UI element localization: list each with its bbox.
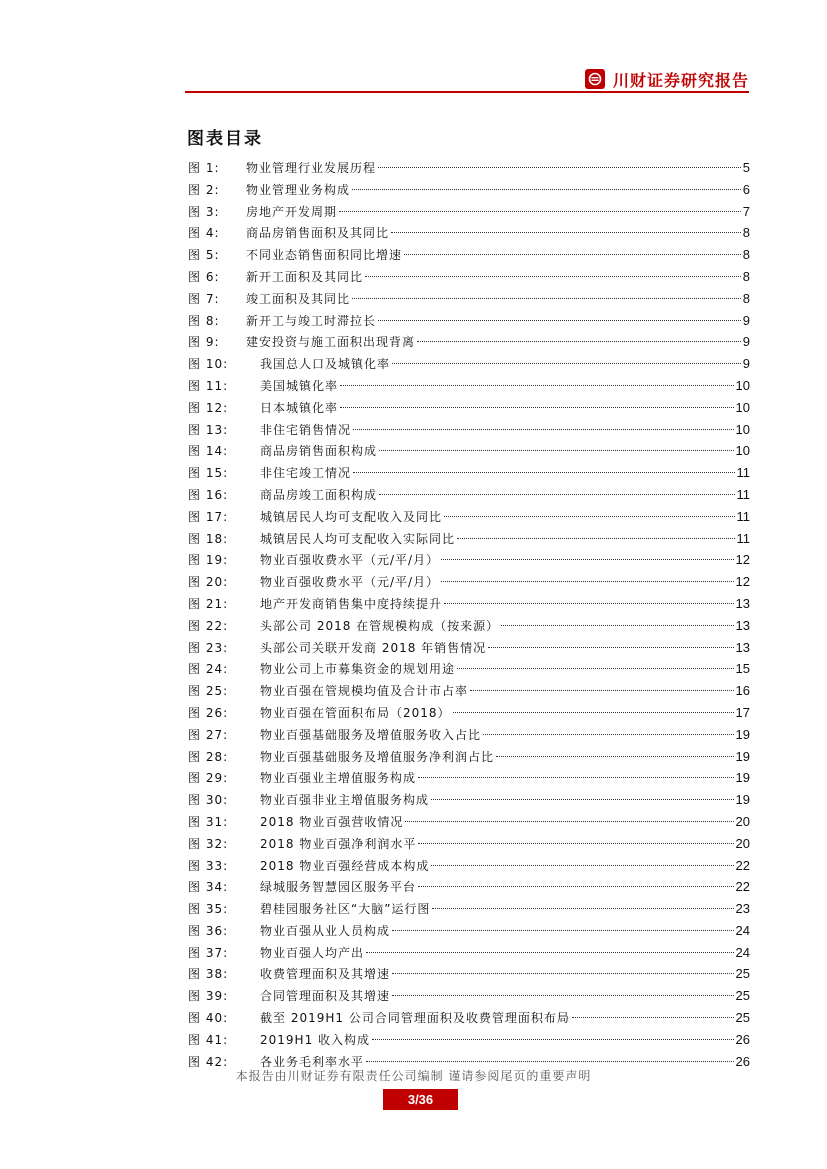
toc-entry-label: 图 8:	[188, 313, 220, 328]
toc-dot-leader	[391, 232, 741, 233]
toc-entry-page: 24	[735, 944, 750, 960]
toc-entry-label: 图 7:	[188, 291, 220, 306]
toc-entry[interactable]	[188, 920, 750, 942]
toc-entry-page: 25	[735, 988, 750, 1004]
toc-entry-page: 20	[735, 835, 750, 851]
toc-dot-leader	[496, 756, 734, 757]
toc-entry-label: 图 25:	[188, 684, 229, 699]
toc-dot-leader	[392, 973, 734, 974]
footer-disclaimer: 本报告由川财证券有限责任公司编制 谨请参阅尾页的重要声明	[235, 1069, 592, 1083]
toc-entry-label: 图 32:	[188, 836, 229, 851]
toc-entry-label: 图 1:	[188, 161, 220, 175]
toc-entry-title: 商品房竣工面积构成	[260, 487, 378, 502]
toc-dot-leader	[392, 363, 741, 364]
toc-dot-leader	[418, 777, 734, 778]
toc-entry-label: 图 31:	[188, 814, 229, 829]
toc-entry-label: 图 16:	[188, 487, 229, 502]
toc-entry[interactable]	[188, 963, 750, 985]
toc-entry-page: 26	[735, 1031, 750, 1047]
toc-entry-label: 图 23:	[188, 640, 229, 655]
toc-entry[interactable]	[188, 767, 750, 789]
toc-entry-page: 7	[742, 203, 750, 219]
toc-entry[interactable]	[188, 397, 750, 419]
toc-entry-page: 13	[735, 639, 750, 655]
toc-entry-label: 图 30:	[188, 793, 229, 808]
toc-entry-title: 非住宅竣工情况	[260, 466, 352, 481]
toc-entry[interactable]	[188, 637, 750, 659]
toc-entry-title: 物业公司上市募集资金的规划用途	[260, 662, 456, 677]
toc-entry-label: 图 12:	[188, 400, 229, 415]
toc-entry-page: 17	[735, 704, 750, 720]
toc-entry-page: 11	[736, 530, 750, 546]
toc-dot-leader	[339, 211, 741, 212]
toc-entry-title: 城镇居民人均可支配收入实际同比	[260, 531, 456, 546]
toc-dot-leader	[353, 472, 734, 473]
toc-dot-leader	[441, 559, 733, 560]
toc-entry[interactable]	[188, 331, 750, 353]
toc-entry-label: 图 40:	[188, 1011, 229, 1026]
page-number-badge: 3/36	[383, 1089, 458, 1110]
toc-entry-title: 新开工与竣工时滞拉长	[246, 313, 377, 328]
toc-entry-page: 9	[742, 334, 750, 350]
toc-entry-title: 物业百强在管面积布局（2018）	[260, 705, 451, 720]
toc-entry-title: 新开工面积及其同比	[246, 269, 364, 284]
toc-entry[interactable]	[188, 746, 750, 768]
toc-entry-label: 图 13:	[188, 422, 229, 437]
toc-entry-title: 城镇居民人均可支配收入及同比	[260, 509, 443, 524]
toc-entry-title: 物业百强非业主增值服务构成	[260, 793, 430, 808]
toc-entry-label: 图 38:	[188, 967, 229, 982]
figure-table-of-contents	[188, 157, 750, 1072]
toc-entry-label: 图 24:	[188, 662, 229, 677]
toc-entry[interactable]	[188, 484, 750, 506]
toc-entry-page: 13	[735, 595, 750, 611]
toc-dot-leader	[457, 668, 734, 669]
toc-dot-leader	[432, 908, 733, 909]
toc-entry[interactable]	[188, 985, 750, 1007]
toc-entry-page: 13	[735, 617, 750, 633]
toc-entry[interactable]	[188, 593, 750, 615]
toc-dot-leader	[366, 952, 734, 953]
toc-entry[interactable]	[188, 201, 750, 223]
toc-entry-page: 25	[735, 1010, 750, 1026]
toc-dot-leader	[488, 647, 733, 648]
toc-entry-label: 图 6:	[188, 269, 220, 284]
toc-entry-page: 20	[735, 813, 750, 829]
toc-dot-leader	[431, 799, 734, 800]
toc-entry-page: 15	[735, 661, 750, 677]
toc-entry-title: 头部公司 2018 在管规模构成（按来源）	[260, 618, 500, 633]
toc-entry[interactable]	[188, 462, 750, 484]
toc-entry-page: 11	[736, 508, 750, 524]
toc-entry-page: 8	[742, 247, 750, 263]
toc-entry-title: 商品房销售面积构成	[260, 444, 378, 459]
toc-entry-label: 图 18:	[188, 531, 229, 546]
toc-entry[interactable]	[188, 833, 750, 855]
toc-entry[interactable]	[188, 1007, 750, 1029]
toc-entry-title: 不同业态销售面积同比增速	[246, 248, 403, 263]
toc-entry-label: 图 9:	[188, 335, 220, 350]
toc-entry[interactable]	[188, 266, 750, 288]
toc-entry[interactable]	[188, 1029, 750, 1051]
toc-entry-page: 8	[742, 268, 750, 284]
toc-dot-leader	[366, 1061, 734, 1062]
toc-entry[interactable]	[188, 222, 750, 244]
toc-entry-page: 19	[735, 770, 750, 786]
toc-entry-label: 图 39:	[188, 989, 229, 1004]
toc-entry[interactable]	[188, 288, 750, 310]
toc-entry-page: 10	[735, 443, 750, 459]
toc-entry[interactable]	[188, 549, 750, 571]
toc-entry[interactable]	[188, 658, 750, 680]
toc-entry-label: 图 21:	[188, 596, 229, 611]
toc-entry-page: 12	[735, 574, 750, 590]
toc-entry-title: 物业百强基础服务及增值服务收入占比	[260, 727, 482, 742]
toc-entry[interactable]	[188, 571, 750, 593]
toc-entry-label: 图 3:	[188, 204, 220, 219]
toc-entry-label: 图 26:	[188, 705, 229, 720]
header-brand	[585, 66, 749, 92]
toc-entry-page: 23	[735, 901, 750, 917]
toc-entry[interactable]	[188, 440, 750, 462]
toc-entry-label: 图 19:	[188, 553, 229, 568]
toc-dot-leader	[444, 516, 734, 517]
toc-entry-label: 图 37:	[188, 945, 229, 960]
toc-entry-page: 10	[735, 421, 750, 437]
toc-entry-page: 19	[735, 726, 750, 742]
toc-entry-label: 图 22:	[188, 618, 229, 633]
toc-entry-title: 2018 物业百强营收情况	[260, 814, 404, 829]
toc-entry-title: 美国城镇化率	[260, 378, 339, 393]
toc-entry-label: 图 11:	[188, 378, 229, 393]
toc-entry[interactable]	[188, 179, 750, 201]
toc-entry-title: 物业百强在管规模均值及合计市占率	[260, 684, 469, 699]
toc-entry-page: 26	[735, 1053, 750, 1069]
toc-entry-title: 截至 2019H1 公司合同管理面积及收费管理面积布局	[260, 1011, 570, 1026]
toc-entry-label: 图 10:	[188, 357, 229, 372]
toc-entry-label: 图 35:	[188, 902, 229, 917]
toc-entry-label: 图 27:	[188, 727, 229, 742]
toc-entry-page: 9	[742, 312, 750, 328]
toc-entry-page: 11	[736, 486, 750, 502]
toc-dot-leader	[418, 843, 733, 844]
toc-dot-leader	[379, 494, 734, 495]
toc-entry[interactable]	[188, 244, 750, 266]
toc-entry[interactable]	[188, 157, 750, 179]
toc-dot-leader	[470, 690, 734, 691]
toc-entry-title: 非住宅销售情况	[260, 422, 352, 437]
toc-dot-leader	[365, 276, 741, 277]
toc-entry-page: 9	[742, 356, 750, 372]
toc-entry-title: 2019H1 收入构成	[260, 1032, 371, 1047]
toc-entry-label: 图 4:	[188, 226, 220, 241]
toc-entry-title: 日本城镇化率	[260, 400, 339, 415]
toc-entry-page: 11	[736, 465, 750, 481]
toc-entry-title: 碧桂园服务社区“大脑”运行图	[260, 902, 431, 917]
toc-entry-title: 商品房销售面积及其同比	[246, 226, 390, 241]
toc-entry[interactable]	[188, 680, 750, 702]
toc-entry[interactable]	[188, 789, 750, 811]
toc-entry-title: 物业百强从业人员构成	[260, 923, 391, 938]
toc-dot-leader	[441, 581, 733, 582]
toc-entry-page: 12	[735, 552, 750, 568]
toc-entry-title: 物业管理行业发展历程	[246, 161, 377, 175]
toc-entry-page: 10	[735, 377, 750, 393]
toc-entry-title: 物业百强基础服务及增值服务净利润占比	[260, 749, 495, 764]
toc-dot-leader	[418, 886, 734, 887]
toc-entry[interactable]	[188, 615, 750, 637]
toc-dot-leader	[501, 625, 733, 626]
toc-entry[interactable]	[188, 419, 750, 441]
toc-dot-leader	[392, 930, 734, 931]
brand-name: 川财证券研究报告	[612, 70, 749, 90]
toc-entry[interactable]	[188, 855, 750, 877]
toc-entry-label: 图 5:	[188, 248, 220, 263]
toc-entry-page: 19	[735, 792, 750, 808]
toc-entry-title: 头部公司关联开发商 2018 年销售情况	[260, 640, 487, 655]
toc-entry-label: 图 28:	[188, 749, 229, 764]
toc-entry-title: 房地产开发周期	[246, 204, 338, 219]
toc-dot-leader	[392, 995, 734, 996]
toc-entry-page: 6	[742, 181, 750, 197]
toc-entry[interactable]	[188, 942, 750, 964]
toc-dot-leader	[378, 320, 741, 321]
toc-entry-label: 图 42:	[188, 1054, 229, 1069]
toc-entry[interactable]	[188, 724, 750, 746]
toc-entry[interactable]	[188, 310, 750, 332]
toc-entry-label: 图 41:	[188, 1032, 229, 1047]
toc-entry-page: 25	[735, 966, 750, 982]
toc-entry-title: 2018 物业百强净利润水平	[260, 836, 417, 851]
toc-dot-leader	[378, 167, 741, 168]
toc-entry-label: 图 20:	[188, 575, 229, 590]
toc-entry-label: 图 33:	[188, 858, 229, 873]
toc-dot-leader	[444, 603, 734, 604]
toc-entry-title: 我国总人口及城镇化率	[260, 357, 391, 372]
toc-entry-title: 物业百强业主增值服务构成	[260, 771, 417, 786]
toc-entry[interactable]	[188, 375, 750, 397]
toc-dot-leader	[353, 429, 734, 430]
toc-entry-label: 图 34:	[188, 880, 229, 895]
toc-entry[interactable]	[188, 702, 750, 724]
toc-dot-leader	[372, 1039, 734, 1040]
toc-entry-page: 22	[735, 879, 750, 895]
toc-entry[interactable]	[188, 506, 750, 528]
toc-entry[interactable]	[188, 811, 750, 833]
toc-entry-label: 图 17:	[188, 509, 229, 524]
toc-entry[interactable]	[188, 353, 750, 375]
page-title: 图表目录	[187, 129, 263, 149]
toc-entry-label: 图 15:	[188, 466, 229, 481]
toc-dot-leader	[404, 254, 741, 255]
toc-entry-page: 5	[742, 160, 750, 175]
toc-entry-page: 8	[742, 225, 750, 241]
toc-entry-title: 收费管理面积及其增速	[260, 967, 391, 982]
toc-entry[interactable]	[188, 898, 750, 920]
toc-dot-leader	[483, 734, 734, 735]
toc-dot-leader	[352, 298, 741, 299]
toc-entry-label: 图 29:	[188, 771, 229, 786]
toc-entry-title: 地产开发商销售集中度持续提升	[260, 596, 443, 611]
toc-entry-page: 10	[735, 399, 750, 415]
toc-entry-page: 8	[742, 290, 750, 306]
toc-dot-leader	[379, 450, 734, 451]
toc-dot-leader	[340, 385, 734, 386]
toc-entry-page: 16	[735, 683, 750, 699]
toc-entry-title: 物业百强收费水平（元/平/月）	[260, 553, 440, 568]
toc-entry-title: 物业百强收费水平（元/平/月）	[260, 575, 440, 590]
toc-dot-leader	[417, 341, 741, 342]
toc-entry-title: 合同管理面积及其增速	[260, 989, 391, 1004]
toc-dot-leader	[340, 407, 734, 408]
toc-entry-label: 图 2:	[188, 182, 220, 197]
toc-entry-title: 绿城服务智慧园区服务平台	[260, 880, 417, 895]
toc-entry-title: 物业百强人均产出	[260, 945, 365, 960]
toc-entry-label: 图 14:	[188, 444, 229, 459]
toc-entry[interactable]	[188, 528, 750, 550]
toc-entry-page: 19	[735, 748, 750, 764]
toc-entry-title: 物业管理业务构成	[246, 182, 351, 197]
toc-entry-title: 建安投资与施工面积出现背离	[246, 335, 416, 350]
toc-dot-leader	[352, 189, 741, 190]
toc-dot-leader	[431, 865, 733, 866]
toc-entry-title: 2018 物业百强经营成本构成	[260, 858, 430, 873]
brand-logo-icon	[585, 69, 605, 89]
toc-entry-title: 各业务毛利率水平	[260, 1054, 365, 1069]
toc-dot-leader	[405, 821, 733, 822]
toc-dot-leader	[457, 538, 734, 539]
toc-entry-page: 22	[735, 857, 750, 873]
toc-dot-leader	[572, 1017, 734, 1018]
toc-entry-page: 24	[735, 922, 750, 938]
toc-entry[interactable]	[188, 876, 750, 898]
toc-dot-leader	[453, 712, 734, 713]
toc-entry-title: 竣工面积及其同比	[246, 291, 351, 306]
toc-entry-label: 图 36:	[188, 923, 229, 938]
header-divider	[185, 91, 749, 93]
